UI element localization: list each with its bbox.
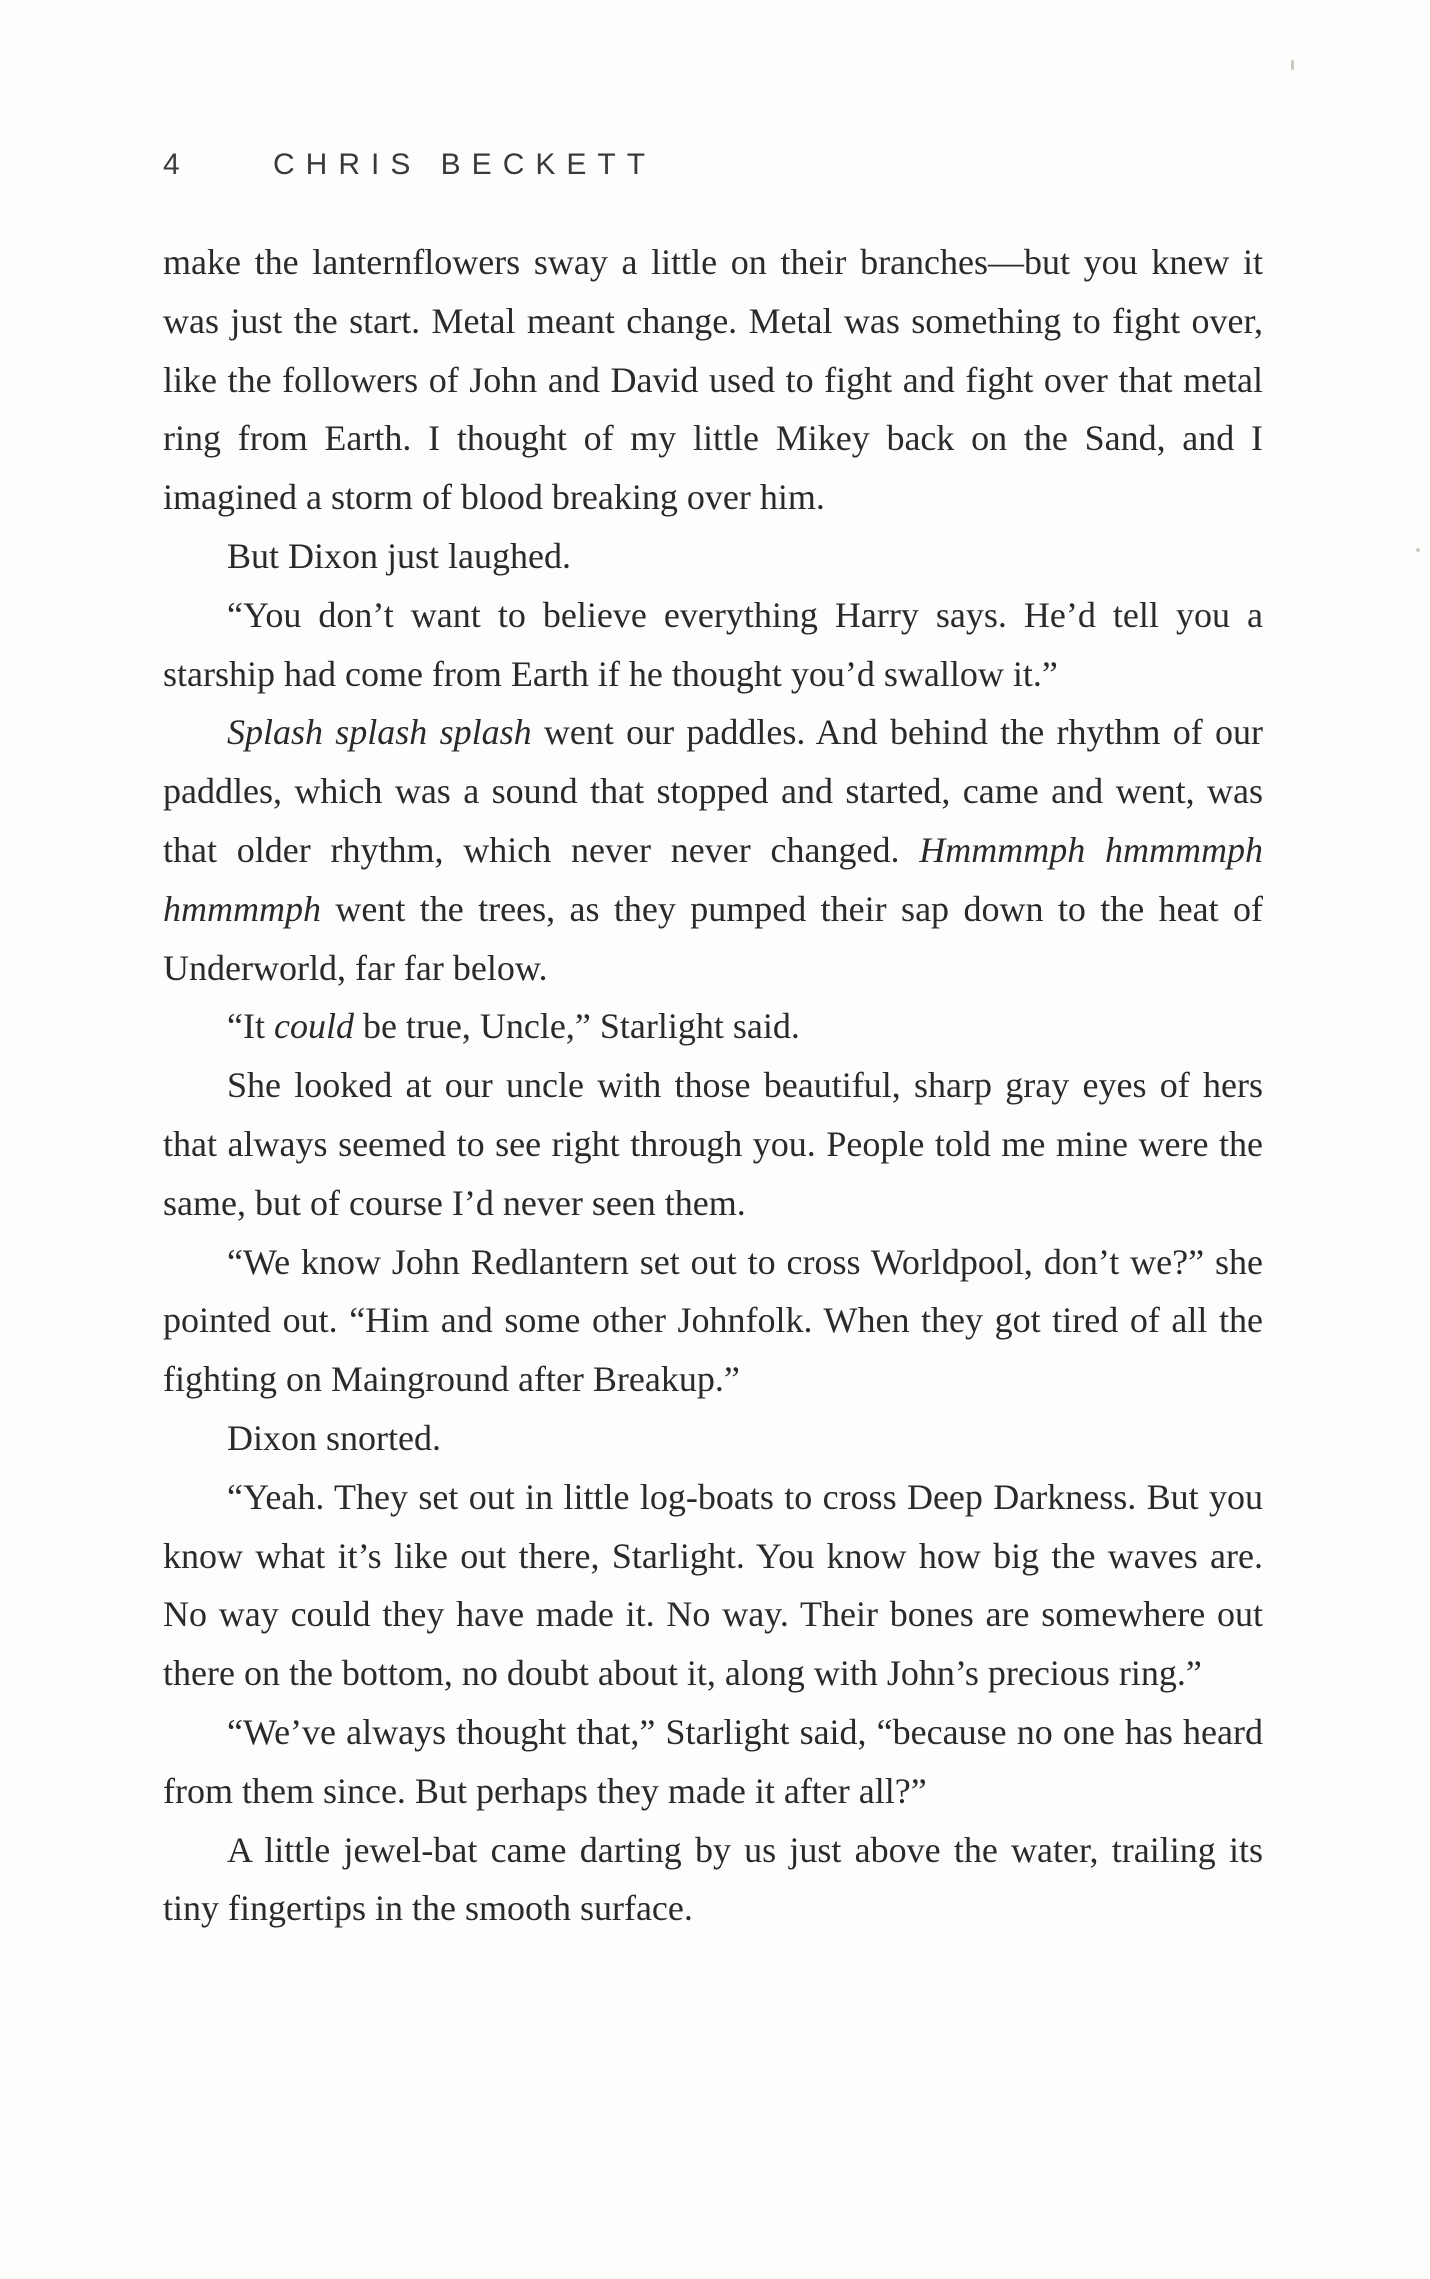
paragraph: [163, 1468, 1263, 1703]
scan-speck: [1416, 548, 1420, 552]
text-run: “It: [227, 1006, 274, 1047]
text-run: make the lanternflowers sway a little on their branches—but you knew it was just the start. Metal meant change. Metal was something to fight over, like the followers of John and David used to fight and fight over that metal ring from Earth. I thought of my little Mikey back on the Sand, and I imagined a storm of blood breaking over him.: [163, 242, 1263, 518]
italic-text: Hmmmmph hmmmmph hmmmmph: [163, 829, 1263, 929]
running-head-author: CHRIS BECKETT: [273, 148, 657, 181]
text-run: be true, Uncle,” Starlight said.: [353, 1006, 800, 1047]
text-run: A little jewel-bat came darting by us just above the water, trailing its tiny fingertips in the smooth surface.: [163, 1829, 1263, 1929]
paragraph: [163, 1409, 1263, 1468]
text-run: Dixon snorted.: [227, 1417, 441, 1458]
paragraph: [163, 527, 1263, 586]
text-run: “Yeah. They set out in little log-boats to cross Deep Darkness. But you know what it’s like out there, Starlight. You know how big the waves are. No way could they have made it. No way. Their bones are somewhere out there on the bottom, no doubt about it, along with John’s precious ring.”: [163, 1476, 1263, 1694]
paragraph: [163, 233, 1263, 527]
text-run: She looked at our uncle with those beautiful, sharp gray eyes of hers that always seemed to see right through you. People told me mine were the same, but of course I’d never seen them.: [163, 1065, 1263, 1223]
page-number: 4: [163, 148, 180, 181]
italic-text: could: [273, 1006, 354, 1047]
text-run: But Dixon just laughed.: [227, 535, 571, 576]
scan-speck: [1291, 60, 1294, 70]
running-head: [163, 148, 656, 188]
italic-text: Splash splash splash: [227, 712, 532, 753]
paragraph: [163, 703, 1263, 997]
body-text: [163, 233, 1263, 1938]
text-run: “We’ve always thought that,” Starlight said, “because no one has heard from them since. But perhaps they made it after all?”: [163, 1711, 1263, 1811]
paragraph: [163, 997, 1263, 1056]
paragraph: [163, 1703, 1263, 1821]
paragraph: [163, 1233, 1263, 1409]
text-run: went our paddles. And behind the rhythm of our paddles, which was a sound that stopped and started, came and went, was that older rhythm, which never never changed.: [163, 712, 1263, 870]
text-run: went the trees, as they pumped their sap down to the heat of Underworld, far far below.: [163, 888, 1263, 988]
paragraph: [163, 1821, 1263, 1939]
text-run: “We know John Redlantern set out to cross Worldpool, don’t we?” she pointed out. “Him and some other Johnfolk. When they got tired of all the fighting on Mainground after Breakup.”: [163, 1241, 1263, 1400]
text-run: “You don’t want to believe everything Harry says. He’d tell you a starship had come from Earth if he thought you’d swallow it.”: [163, 594, 1263, 694]
paragraph: [163, 1056, 1263, 1232]
paragraph: [163, 586, 1263, 704]
